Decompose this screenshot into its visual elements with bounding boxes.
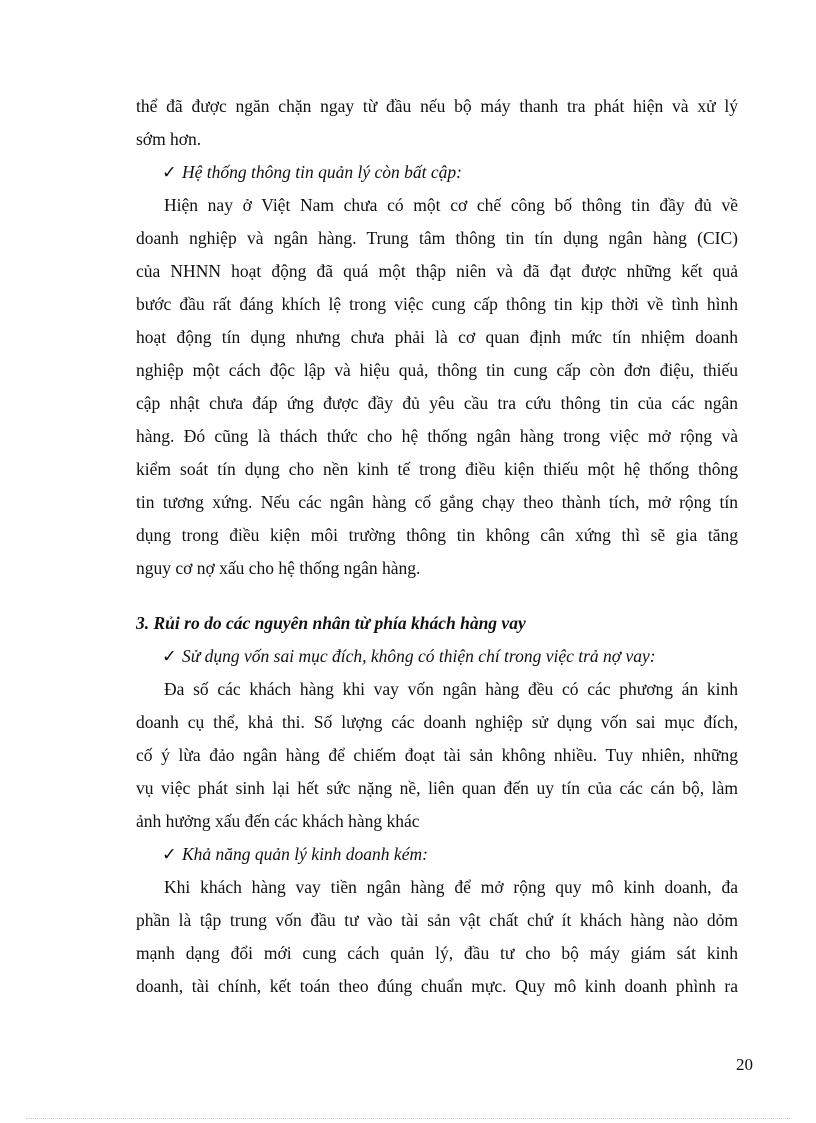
paragraph-line: kiểm soát tín dụng cho nền kinh tế trong điều kiện thiếu một hệ thống thông xyxy=(136,459,738,479)
paragraph-line: bước đầu rất đáng khích lệ trong việc cung cấp thông tin kịp thời về tình hình xyxy=(136,294,738,314)
page-bottom-border xyxy=(26,1118,790,1119)
paragraph-line: của NHNN hoạt động đã quá một thập niên và đã đạt được những kết quả xyxy=(136,261,738,281)
paragraph-line: ảnh hưởng xấu đến các khách hàng khác xyxy=(136,811,420,831)
paragraph-line: tin tương xứng. Nếu các ngân hàng cố gắng chạy theo thành tích, mở rộng tín xyxy=(136,492,738,512)
checkmark-icon: ✓ xyxy=(162,646,177,666)
paragraph-line: cập nhật chưa đáp ứng được đầy đủ yêu cầu tra cứu thông tin của các ngân xyxy=(136,393,738,413)
paragraph-line: cố ý lừa đảo ngân hàng để chiếm đoạt tài sản không nhiều. Tuy nhiên, những xyxy=(136,745,738,765)
paragraph-line: Đa số các khách hàng khi vay vốn ngân hàng đều có các phương án kinh xyxy=(164,679,738,699)
bullet-text: Sử dụng vốn sai mục đích, không có thiện chí trong việc trả nợ vay: xyxy=(182,646,656,666)
bullet-item xyxy=(162,161,462,183)
paragraph-line: nghiệp một cách độc lập và hiệu quả, thông tin cung cấp còn đơn điệu, thiếu xyxy=(136,360,738,380)
paragraph-line: Khi khách hàng vay tiền ngân hàng để mở rộng quy mô kinh doanh, đa xyxy=(164,877,738,897)
checkmark-icon: ✓ xyxy=(162,844,177,864)
page-number: 20 xyxy=(736,1055,753,1074)
paragraph-line: doanh, tài chính, kết toán theo đúng chuẩn mực. Quy mô kinh doanh phình ra xyxy=(136,976,738,996)
paragraph-line: vụ việc phát sinh lại hết sức nặng nề, liên quan đến uy tín của các cán bộ, làm xyxy=(136,778,738,798)
paragraph-line: sớm hơn. xyxy=(136,129,202,149)
bullet-text: Hệ thống thông tin quản lý còn bất cập: xyxy=(182,162,462,182)
paragraph-line: mạnh dạng đổi mới cung cách quản lý, đầu tư cho bộ máy giám sát kinh xyxy=(136,943,738,963)
bullet-item xyxy=(162,843,428,865)
paragraph-line: hàng. Đó cũng là thách thức cho hệ thống ngân hàng trong việc mở rộng và xyxy=(136,426,738,446)
paragraph-line: phần là tập trung vốn đầu tư vào tài sản vật chất chứ ít khách hàng nào dỏm xyxy=(136,910,738,930)
section-heading: 3. Rủi ro do các nguyên nhân từ phía khách hàng vay xyxy=(136,613,526,633)
paragraph-line: hoạt động tín dụng nhưng chưa phải là cơ quan định mức tín nhiệm doanh xyxy=(136,327,738,347)
paragraph-line: thể đã được ngăn chặn ngay từ đầu nếu bộ máy thanh tra phát hiện và xử lý xyxy=(136,96,738,116)
paragraph-line: nguy cơ nợ xấu cho hệ thống ngân hàng. xyxy=(136,558,421,578)
paragraph-line: doanh nghiệp và ngân hàng. Trung tâm thông tin tín dụng ngân hàng (CIC) xyxy=(136,228,738,248)
paragraph-line: doanh cụ thể, khả thi. Số lượng các doanh nghiệp sử dụng vốn sai mục đích, xyxy=(136,712,738,732)
paragraph-line: dụng trong điều kiện môi trường thông tin không cân xứng thì sẽ gia tăng xyxy=(136,525,738,545)
bullet-item xyxy=(162,645,656,667)
paragraph-line: Hiện nay ở Việt Nam chưa có một cơ chế công bố thông tin đầy đủ về xyxy=(164,195,738,215)
checkmark-icon: ✓ xyxy=(162,162,177,182)
bullet-text: Khả năng quản lý kinh doanh kém: xyxy=(182,844,428,864)
